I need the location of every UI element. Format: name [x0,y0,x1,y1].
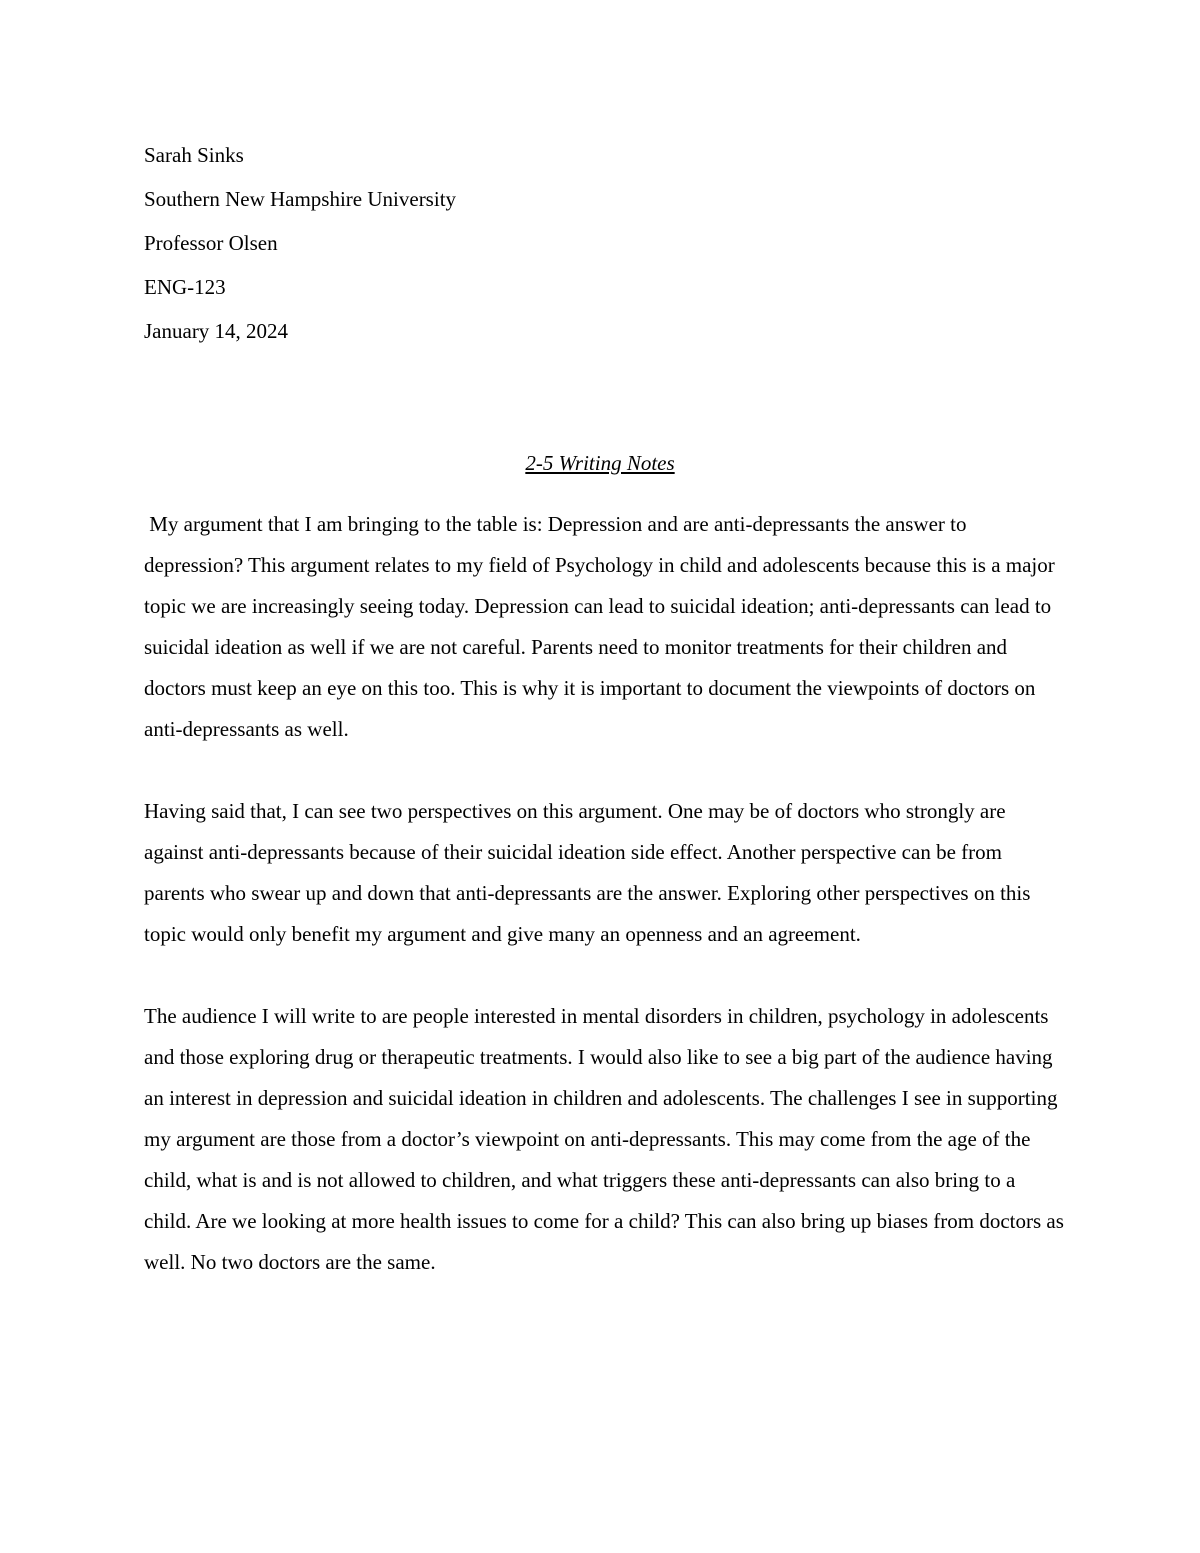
document-title: 2-5 Writing Notes [525,451,675,475]
institution-name: Southern New Hampshire University [144,187,457,211]
document-body [144,504,1064,1283]
professor-name: Professor Olsen [144,231,278,255]
document-date: January 14, 2024 [144,319,289,343]
paragraph-argument: My argument that I am bringing to the table is: Depression and are anti-depressants the answer to depression? This argument relates to my field of Psychology in child and adolescents because this is a major topic we are increasingly seeing today. Depression can lead to suicidal ideation; anti-depressants can lead to suicidal ideation as well if we are not careful. Parents need to monitor treatments for their children and doctors must keep an eye on this too. This is why it is important to document the viewpoints of doctors on anti-depressants as well. [144,512,1061,741]
heading-block [144,140,1064,360]
course-code: ENG-123 [144,275,226,299]
paragraph-perspectives: Having said that, I can see two perspectives on this argument. One may be of doctors who strongly are against anti-depressants because of their suicidal ideation side effect. Another perspective can be from parents who swear up and down that anti-depressants are the answer. Exploring other perspectives on this topic would only benefit my argument and give many an openness and an agreement. [144,799,1031,946]
author-name: Sarah Sinks [144,143,244,167]
paragraph-audience: The audience I will write to are people interested in mental disorders in children, psychology in adolescents and those exploring drug or therapeutic treatments. I would also like to see a big part of the audience having an interest in depression and suicidal ideation in children and adolescents. The challenges I see in supporting my argument are those from a doctor’s viewpoint on anti-depressants. This may come from the age of the child, what is and is not allowed to children, and what triggers these anti-depressants can also bring to a child. Are we looking at more health issues to come for a child? This can also bring up biases from doctors as well. No two doctors are the same. [144,1004,1064,1274]
